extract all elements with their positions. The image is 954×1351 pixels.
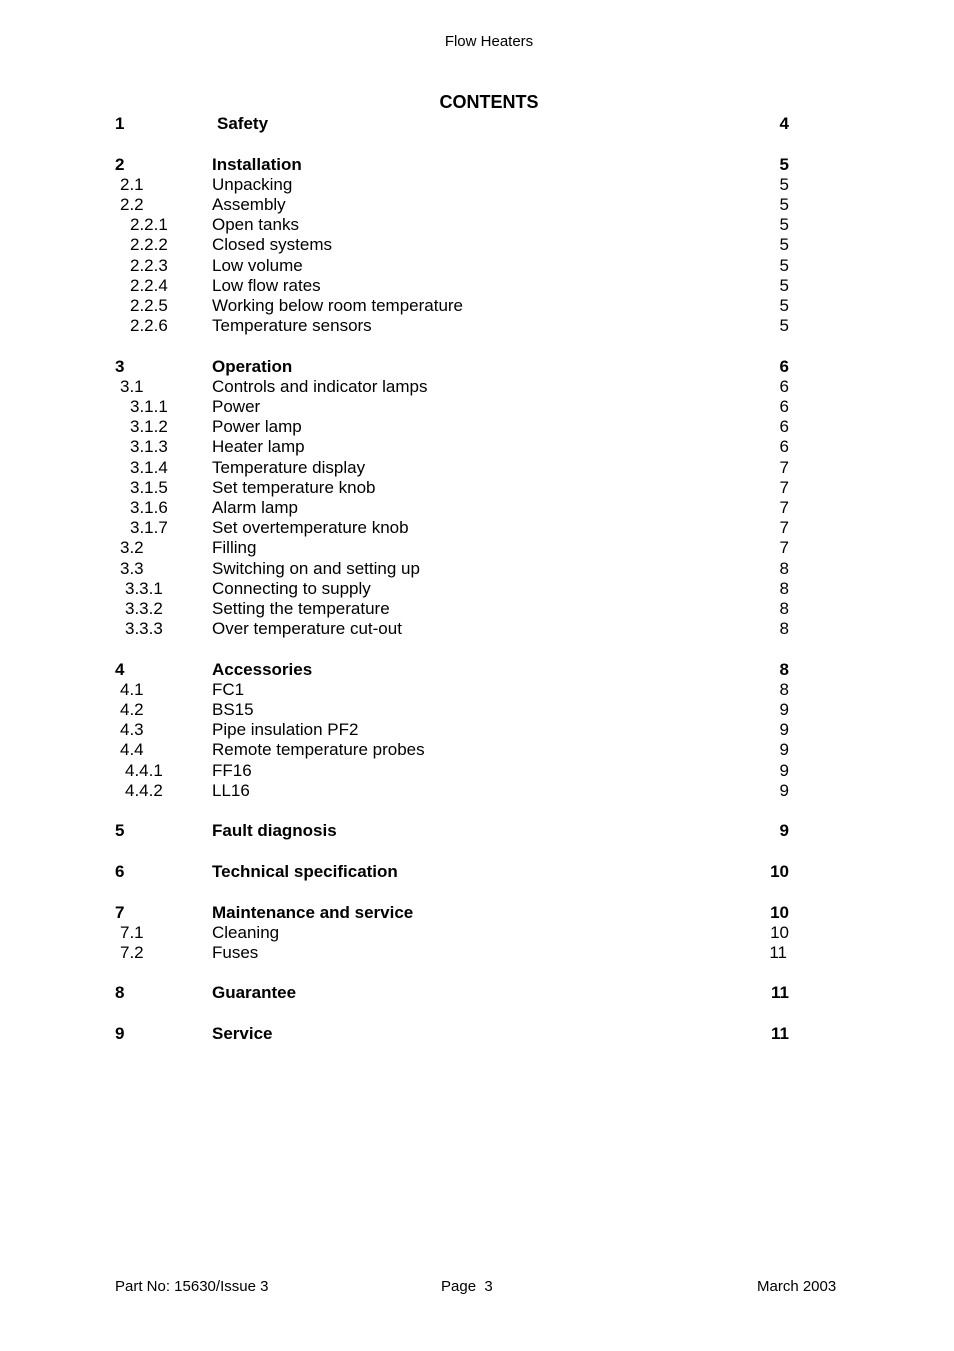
toc-entry-number: 2.2.5 bbox=[130, 295, 168, 315]
toc-entry-title: Assembly bbox=[212, 194, 286, 214]
toc-entry-page: 9 bbox=[779, 740, 789, 760]
toc-entry-page: 9 bbox=[779, 760, 789, 780]
toc-entry-number: 3.3.1 bbox=[125, 578, 163, 598]
toc-entry-number: 4 bbox=[115, 659, 125, 679]
toc-entry-number: 3.1.7 bbox=[130, 518, 168, 538]
toc-entry-title: Accessories bbox=[212, 659, 313, 679]
toc-entry-title: Fault diagnosis bbox=[212, 821, 337, 841]
toc-entry-number: 7.2 bbox=[120, 942, 144, 962]
toc-entry-number: 3.1.6 bbox=[130, 497, 168, 517]
toc-entry-page: 7 bbox=[779, 518, 789, 538]
toc-entry-title: Set overtemperature knob bbox=[212, 518, 409, 538]
toc-entry-power-lamp[interactable] bbox=[115, 417, 789, 437]
toc-entry-title: Set temperature knob bbox=[212, 477, 376, 497]
toc-entry-bs15[interactable] bbox=[115, 700, 789, 720]
toc-entry-title: Operation bbox=[212, 356, 293, 376]
toc-entry-page: 9 bbox=[779, 821, 789, 841]
toc-entry-page: 10 bbox=[770, 861, 789, 881]
toc-entry-setting-the-temperature[interactable] bbox=[115, 599, 789, 619]
toc-entry-title: Filling bbox=[212, 538, 257, 558]
toc-entry-page: 7 bbox=[779, 497, 789, 517]
toc-entry-page: 10 bbox=[770, 902, 789, 922]
footer-date: March 2003 bbox=[757, 1278, 837, 1295]
toc-entry-number: 3.1.2 bbox=[130, 417, 168, 437]
toc-entry-number: 7 bbox=[115, 902, 125, 922]
toc-entry-title: Over temperature cut-out bbox=[212, 619, 402, 639]
toc-entry-number: 9 bbox=[115, 1024, 125, 1044]
toc-entry-page: 5 bbox=[779, 295, 789, 315]
toc-entry-temperature-display[interactable] bbox=[115, 458, 789, 478]
toc-entry-number: 6 bbox=[115, 861, 125, 881]
toc-entry-controls-and-indicator-lamps[interactable] bbox=[115, 377, 789, 397]
toc-entry-page: 5 bbox=[779, 235, 789, 255]
toc-entry-over-temperature-cut-out[interactable] bbox=[115, 619, 789, 639]
toc-entry-fc1[interactable] bbox=[115, 680, 789, 700]
toc-entry-page: 11 bbox=[771, 983, 789, 1003]
toc-entry-page: 8 bbox=[779, 619, 789, 639]
toc-entry-page: 11 bbox=[771, 1024, 789, 1044]
toc-entry-page: 5 bbox=[779, 316, 789, 336]
toc-entry-page: 7 bbox=[779, 457, 789, 477]
toc-entry-number: 7.1 bbox=[120, 922, 144, 942]
toc-entry-number: 3.3.2 bbox=[125, 598, 163, 618]
toc-entry-page: 5 bbox=[779, 154, 789, 174]
toc-entry-title: Connecting to supply bbox=[212, 578, 371, 598]
toc-entry-title: Working below room temperature bbox=[212, 295, 464, 315]
toc-entry-title: Remote temperature probes bbox=[212, 740, 425, 760]
toc-entry-ff16[interactable] bbox=[115, 761, 789, 781]
toc-entry-title: Alarm lamp bbox=[212, 497, 298, 517]
toc-entry-heater-lamp[interactable] bbox=[115, 437, 789, 457]
toc-entry-page: 6 bbox=[779, 397, 789, 417]
toc-entry-title: Cleaning bbox=[212, 922, 280, 942]
toc-entry-page: 9 bbox=[779, 700, 789, 720]
toc-entry-title: Closed systems bbox=[212, 235, 332, 255]
toc-entry-page: 7 bbox=[779, 538, 789, 558]
toc-entry-title: FC1 bbox=[212, 679, 245, 699]
toc-entry-number: 4.4 bbox=[120, 740, 144, 760]
toc-entry-page: 9 bbox=[779, 780, 789, 800]
toc-entry-operation[interactable] bbox=[115, 357, 789, 377]
toc-entry-set-temperature-knob[interactable] bbox=[115, 478, 789, 498]
toc-entry-title: Low flow rates bbox=[212, 275, 321, 295]
toc-entry-filling[interactable] bbox=[115, 538, 789, 558]
toc-entry-page: 5 bbox=[779, 174, 789, 194]
toc-entry-closed-systems[interactable] bbox=[115, 235, 789, 255]
toc-entry-number: 2.2 bbox=[120, 194, 144, 214]
toc-entry-fuses[interactable] bbox=[115, 943, 789, 963]
toc-entry-title: Heater lamp bbox=[212, 437, 305, 457]
toc-entry-page: 8 bbox=[779, 659, 789, 679]
toc-entry-page: 4 bbox=[779, 114, 789, 133]
toc-entry-switching-on-and-setting-up[interactable] bbox=[115, 559, 789, 579]
toc-entry-number: 3.1.4 bbox=[130, 457, 168, 477]
toc-entry-title: LL16 bbox=[212, 780, 250, 800]
toc-entry-page: 9 bbox=[779, 720, 789, 740]
toc-entry-assembly[interactable] bbox=[115, 195, 789, 215]
toc-entry-working-below-room-temperature[interactable] bbox=[115, 296, 789, 316]
toc-entry-number: 2.1 bbox=[120, 174, 144, 194]
toc-entry-title: Power bbox=[212, 397, 261, 417]
toc-entry-power[interactable] bbox=[115, 397, 789, 417]
toc-entry-number: 3.1.1 bbox=[130, 397, 168, 417]
toc-entry-number: 3.3.3 bbox=[125, 619, 163, 639]
toc-entry-title: Switching on and setting up bbox=[212, 558, 420, 578]
toc-entry-number: 1 bbox=[115, 114, 125, 133]
toc-entry-title: Safety bbox=[217, 114, 269, 133]
toc-entry-number: 8 bbox=[115, 983, 125, 1003]
toc-entry-ll16[interactable] bbox=[115, 781, 789, 801]
toc-entry-set-overtemperature-knob[interactable] bbox=[115, 518, 789, 538]
toc-entry-page: 8 bbox=[779, 558, 789, 578]
toc-entry-title: Controls and indicator lamps bbox=[212, 376, 428, 396]
toc-entry-cleaning[interactable] bbox=[115, 923, 789, 943]
toc-entry-number: 3.1.5 bbox=[130, 477, 168, 497]
toc-entry-number: 4.4.2 bbox=[125, 780, 163, 800]
toc-entry-page: 5 bbox=[779, 255, 789, 275]
toc-entry-number: 2.2.6 bbox=[130, 316, 168, 336]
toc-entry-accessories[interactable] bbox=[115, 660, 789, 680]
toc-entry-number: 3.3 bbox=[120, 558, 144, 578]
toc-entry-number: 3.1.3 bbox=[130, 437, 168, 457]
footer-page-number: Page 3 bbox=[441, 1278, 493, 1295]
toc-entry-alarm-lamp[interactable] bbox=[115, 498, 789, 518]
toc-entry-title: Power lamp bbox=[212, 417, 302, 437]
toc-entry-unpacking[interactable] bbox=[115, 175, 789, 195]
toc-entry-number: 5 bbox=[115, 821, 125, 841]
toc-entry-title: Technical specification bbox=[212, 861, 398, 881]
toc-entry-number: 3.2 bbox=[120, 538, 144, 558]
toc-entry-page: 7 bbox=[779, 477, 789, 497]
toc-entry-page: 8 bbox=[779, 578, 789, 598]
toc-entry-number: 2.2.3 bbox=[130, 255, 168, 275]
toc-entry-safety[interactable] bbox=[115, 114, 789, 134]
toc-entry-low-volume[interactable] bbox=[115, 256, 789, 276]
toc-entry-title: Setting the temperature bbox=[212, 598, 390, 618]
toc-entry-service[interactable] bbox=[115, 1024, 789, 1044]
toc-entry-page: 6 bbox=[779, 417, 789, 437]
toc-entry-installation[interactable] bbox=[115, 155, 789, 175]
toc-entry-temperature-sensors[interactable] bbox=[115, 316, 789, 336]
toc-entry-number: 2 bbox=[115, 154, 125, 174]
toc-entry-fault-diagnosis[interactable] bbox=[115, 821, 789, 841]
toc-entry-title: FF16 bbox=[212, 760, 252, 780]
toc-entry-page: 5 bbox=[779, 194, 789, 214]
toc-entry-number: 4.2 bbox=[120, 700, 144, 720]
toc-entry-title: Pipe insulation PF2 bbox=[212, 720, 359, 740]
toc-entry-guarantee[interactable] bbox=[115, 983, 789, 1003]
toc-entry-technical-specification[interactable] bbox=[115, 862, 789, 882]
toc-entry-title: BS15 bbox=[212, 700, 254, 720]
toc-entry-page: 8 bbox=[779, 598, 789, 618]
toc-entry-title: Guarantee bbox=[212, 983, 297, 1003]
toc-entry-title: Open tanks bbox=[212, 215, 299, 235]
toc-entry-number: 2.2.1 bbox=[130, 215, 168, 235]
toc-entry-number: 3 bbox=[115, 356, 125, 376]
toc-entry-number: 2.2.2 bbox=[130, 235, 168, 255]
toc-entry-title: Maintenance and service bbox=[212, 902, 414, 922]
toc-entry-remote-temperature-probes[interactable] bbox=[115, 740, 789, 760]
toc-entry-title: Temperature display bbox=[212, 457, 366, 477]
toc-entry-number: 3.1 bbox=[120, 376, 144, 396]
toc-entry-connecting-to-supply[interactable] bbox=[115, 579, 789, 599]
toc-entry-number: 4.3 bbox=[120, 720, 144, 740]
toc-entry-page: 8 bbox=[779, 679, 789, 699]
toc-entry-page: 6 bbox=[779, 356, 789, 376]
page-header: Flow Heaters bbox=[444, 33, 534, 50]
toc-entry-title: Fuses bbox=[212, 942, 259, 962]
table-of-contents bbox=[115, 114, 789, 1044]
toc-entry-number: 2.2.4 bbox=[130, 275, 168, 295]
toc-entry-page: 6 bbox=[779, 437, 789, 457]
toc-entry-page: 5 bbox=[779, 215, 789, 235]
toc-entry-maintenance-and-service[interactable] bbox=[115, 903, 789, 923]
toc-entry-low-flow-rates[interactable] bbox=[115, 276, 789, 296]
toc-entry-title: Unpacking bbox=[212, 174, 293, 194]
contents-heading: CONTENTS bbox=[439, 92, 539, 112]
page-footer bbox=[0, 1278, 954, 1298]
toc-entry-pipe-insulation-pf2[interactable] bbox=[115, 720, 789, 740]
toc-entry-number: 4.4.1 bbox=[125, 760, 163, 780]
toc-entry-title: Low volume bbox=[212, 255, 303, 275]
toc-entry-number: 4.1 bbox=[120, 679, 144, 699]
toc-entry-page: 11 bbox=[769, 942, 787, 962]
footer-part-number: Part No: 15630/Issue 3 bbox=[115, 1278, 269, 1295]
toc-entry-title: Temperature sensors bbox=[212, 316, 372, 336]
toc-entry-title: Installation bbox=[212, 154, 302, 174]
toc-entry-page: 10 bbox=[770, 922, 789, 942]
toc-entry-title: Service bbox=[212, 1024, 273, 1044]
toc-entry-page: 5 bbox=[779, 275, 789, 295]
toc-entry-page: 6 bbox=[779, 376, 789, 396]
toc-entry-open-tanks[interactable] bbox=[115, 215, 789, 235]
